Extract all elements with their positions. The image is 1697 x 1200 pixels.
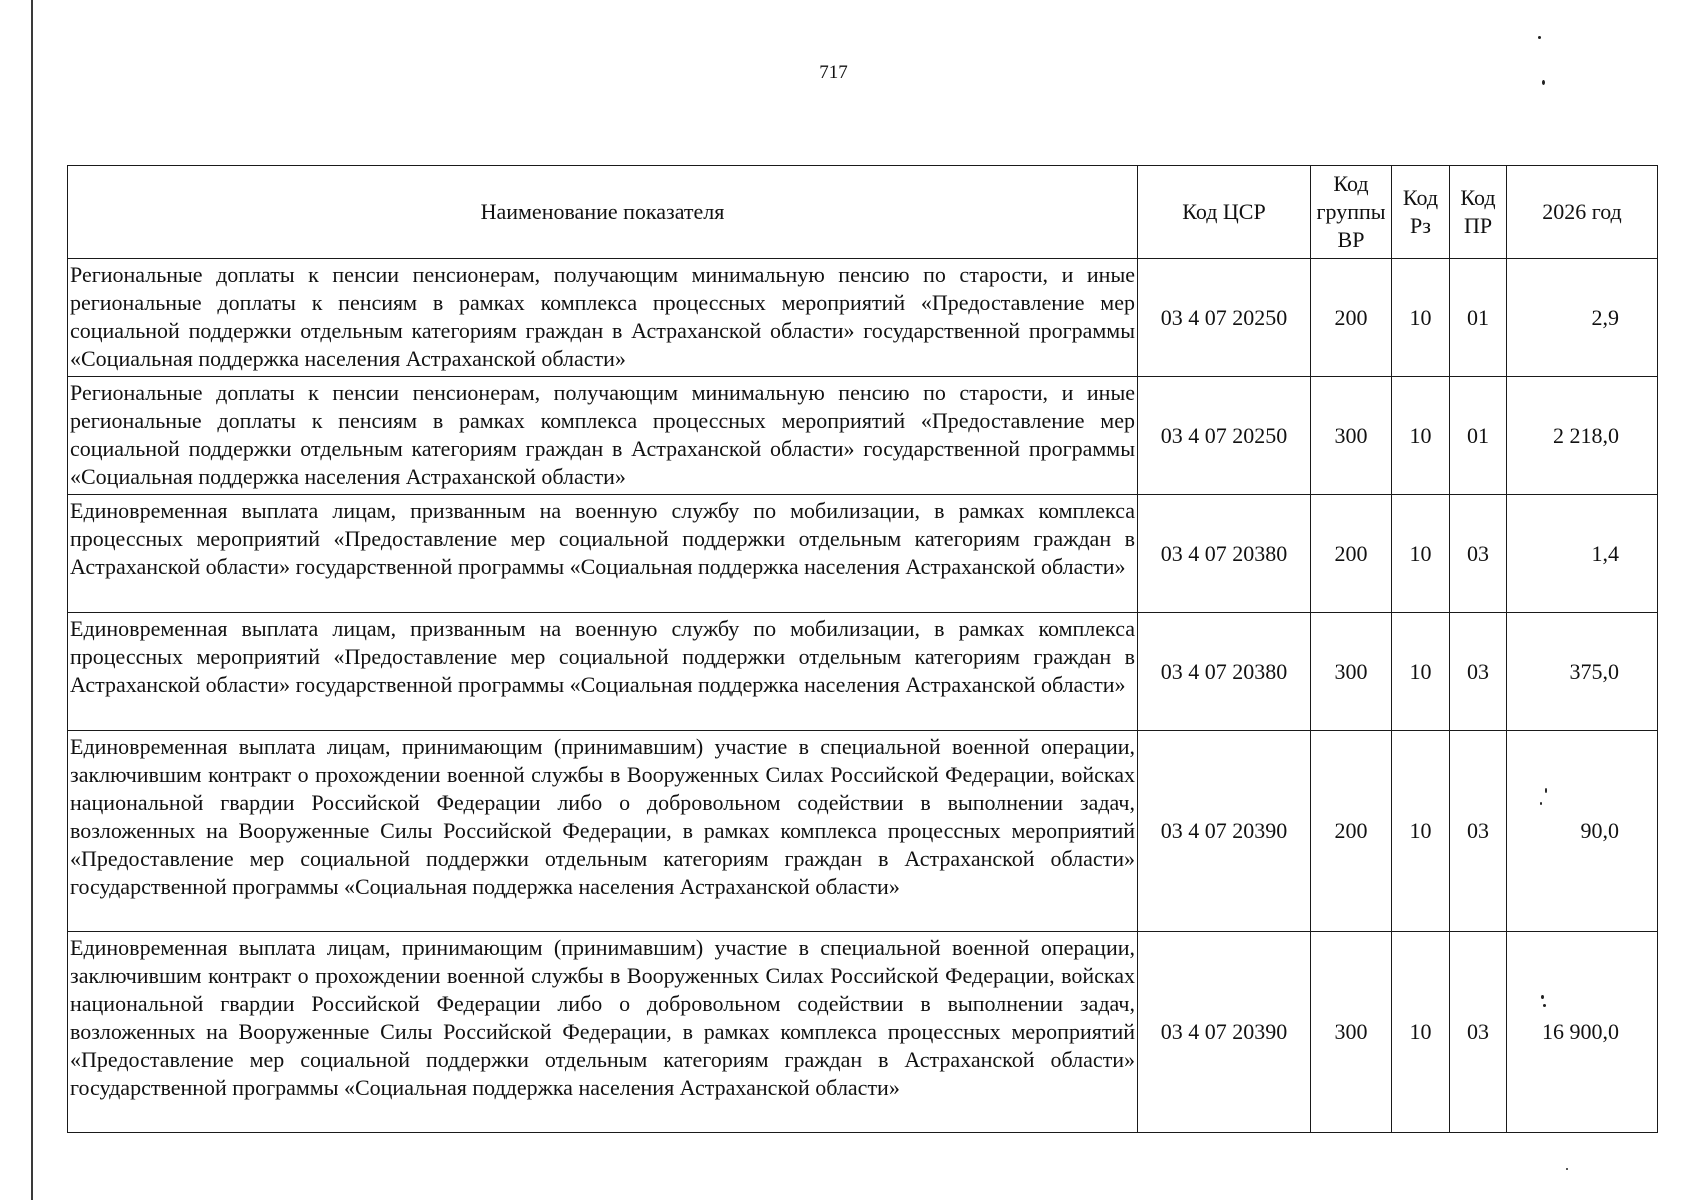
row-pr-code: 03 <box>1450 932 1507 1133</box>
table-row <box>68 613 1658 731</box>
row-name: Единовременная выплата лицам, призванным на военную службу по мобилизации, в рамках комплекса процессных мероприятий «Предоставление мер социальной поддержки отдельным категориям граждан в Астраханской области» государственной программы «Социальная поддержка населения Астраханской области» <box>68 613 1138 731</box>
row-rz-code: 10 <box>1392 932 1450 1133</box>
table-row <box>68 259 1658 377</box>
row-amount: 2 218,0 <box>1507 377 1658 495</box>
table-row <box>68 731 1658 932</box>
row-vr-code: 300 <box>1311 613 1392 731</box>
row-name: Региональные доплаты к пенсии пенсионерам, получающим минимальную пенсию по старости, и иные региональные доплаты к пенсиям в рамках комплекса процессных мероприятий «Предоставление мер социальной поддержки отдельным категориям граждан в Астраханской области» государственной программы «Социальная поддержка населения Астраханской области» <box>68 259 1138 377</box>
table-row <box>68 932 1658 1133</box>
budget-table <box>67 165 1658 1133</box>
header-rz-code: Код Рз <box>1392 166 1450 259</box>
row-name: Единовременная выплата лицам, призванным на военную службу по мобилизации, в рамках комплекса процессных мероприятий «Предоставление мер социальной поддержки отдельным категориям граждан в Астраханской области» государственной программы «Социальная поддержка населения Астраханской области» <box>68 495 1138 613</box>
row-rz-code: 10 <box>1392 613 1450 731</box>
row-name: Региональные доплаты к пенсии пенсионерам, получающим минимальную пенсию по старости, и иные региональные доплаты к пенсиям в рамках комплекса процессных мероприятий «Предоставление мер социальной поддержки отдельным категориям граждан в Астраханской области» государственной программы «Социальная поддержка населения Астраханской области» <box>68 377 1138 495</box>
row-csr-code: 03 4 07 20390 <box>1138 932 1311 1133</box>
table-row <box>68 495 1658 613</box>
binding-edge-line <box>31 0 33 1200</box>
row-amount: 375,0 <box>1507 613 1658 731</box>
row-vr-code: 300 <box>1311 932 1392 1133</box>
row-pr-code: 01 <box>1450 377 1507 495</box>
row-pr-code: 01 <box>1450 259 1507 377</box>
header-year: 2026 год <box>1507 166 1658 259</box>
row-pr-code: 03 <box>1450 495 1507 613</box>
row-name: Единовременная выплата лицам, принимающим (принимавшим) участие в специальной военной операции, заключившим контракт о прохождении военной службы в Вооруженных Силах Российской Федерации, войсках национальной гвардии Российской Федерации либо о добровольном содействии в выполнении задач, возложенных на Вооруженные Силы Российской Федерации, в рамках комплекса процессных мероприятий «Предоставление мер социальной поддержки отдельным категориям граждан в Астраханской области» государственной программы «Социальная поддержка населения Астраханской области» <box>68 932 1138 1133</box>
row-name: Единовременная выплата лицам, принимающим (принимавшим) участие в специальной военной операции, заключившим контракт о прохождении военной службы в Вооруженных Силах Российской Федерации, войсках национальной гвардии Российской Федерации либо о добровольном содействии в выполнении задач, возложенных на Вооруженные Силы Российской Федерации, в рамках комплекса процессных мероприятий «Предоставление мер социальной поддержки отдельным категориям граждан в Астраханской области» государственной программы «Социальная поддержка населения Астраханской области» <box>68 731 1138 932</box>
page-number-text: 717 <box>819 62 848 83</box>
row-vr-code: 300 <box>1311 377 1392 495</box>
header-csr-code: Код ЦСР <box>1138 166 1311 259</box>
row-amount: 90,0 <box>1507 731 1658 932</box>
header-pr-code: Код ПР <box>1450 166 1507 259</box>
table-header-row <box>68 166 1658 259</box>
row-rz-code: 10 <box>1392 377 1450 495</box>
table-row <box>68 377 1658 495</box>
row-vr-code: 200 <box>1311 731 1392 932</box>
page-number <box>0 62 1697 84</box>
row-pr-code: 03 <box>1450 731 1507 932</box>
row-vr-code: 200 <box>1311 259 1392 377</box>
row-csr-code: 03 4 07 20250 <box>1138 377 1311 495</box>
scan-speck <box>1538 36 1541 39</box>
row-csr-code: 03 4 07 20380 <box>1138 495 1311 613</box>
row-csr-code: 03 4 07 20390 <box>1138 731 1311 932</box>
header-name: Наименование показателя <box>68 166 1138 259</box>
header-vr-code: Код группы ВР <box>1311 166 1392 259</box>
row-amount: 16 900,0 <box>1507 932 1658 1133</box>
row-csr-code: 03 4 07 20380 <box>1138 613 1311 731</box>
row-amount: 2,9 <box>1507 259 1658 377</box>
row-rz-code: 10 <box>1392 495 1450 613</box>
row-pr-code: 03 <box>1450 613 1507 731</box>
row-rz-code: 10 <box>1392 259 1450 377</box>
row-vr-code: 200 <box>1311 495 1392 613</box>
row-rz-code: 10 <box>1392 731 1450 932</box>
row-amount: 1,4 <box>1507 495 1658 613</box>
scan-speck <box>1566 1168 1568 1170</box>
row-csr-code: 03 4 07 20250 <box>1138 259 1311 377</box>
scan-speck <box>1542 80 1545 85</box>
